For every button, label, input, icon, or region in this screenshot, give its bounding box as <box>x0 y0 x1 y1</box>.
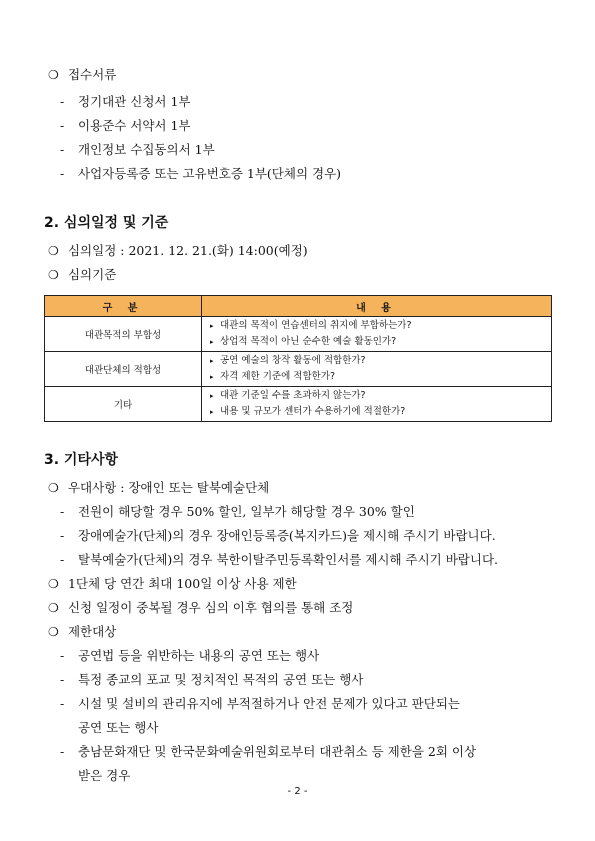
section-2-title: 2. 심의일정 및 기준 <box>44 215 169 231</box>
intro-item-text: 개인정보 수집동의서 1부 <box>78 142 215 157</box>
preferential-text: 우대사항 : 장애인 또는 탈북예술단체 <box>67 480 270 495</box>
circle-bullet-icon: ❍ <box>48 268 59 282</box>
restriction-item-text: 공연법 등을 위반하는 내용의 공연 또는 행사 <box>78 648 320 663</box>
table-row <box>45 387 552 422</box>
header-content: 내 용 <box>202 296 552 317</box>
row-category: 대관목적의 부합성 <box>45 317 202 352</box>
row-item <box>210 334 551 350</box>
preferential-item <box>60 528 496 544</box>
dash-icon: - <box>60 552 65 567</box>
dash-icon: - <box>60 166 65 181</box>
preferential-item-text: 탈북예술가(단체)의 경우 북한이탈주민등록확인서를 제시해 주시기 바랍니다. <box>78 552 498 567</box>
restriction-heading <box>48 624 116 640</box>
page-number: - 2 - <box>287 786 308 797</box>
restriction-item-continuation: 받은 경우 <box>78 768 131 783</box>
circle-bullet-icon: ❍ <box>48 244 59 258</box>
circle-bullet-icon: ❍ <box>48 481 59 495</box>
intro-item-text: 정기대관 신청서 1부 <box>78 94 191 109</box>
circle-bullet-icon: ❍ <box>48 625 59 639</box>
dash-icon: - <box>60 504 65 519</box>
triangle-marker-icon: ▸ <box>210 408 214 416</box>
intro-item <box>60 118 191 134</box>
dash-icon: - <box>60 696 65 711</box>
row-item <box>210 388 551 404</box>
row-item <box>210 318 551 334</box>
section-3-title: 3. 기타사항 <box>44 452 119 468</box>
limit-text: 1단체 당 연간 최대 100일 이상 사용 제한 <box>67 576 297 591</box>
dash-icon: - <box>60 142 65 157</box>
row-item-text: 내용 및 규모가 센터가 수용하기에 적절한가? <box>220 406 406 417</box>
intro-item-text: 사업자등록증 또는 고유번호증 1부(단체의 경우) <box>78 166 342 181</box>
intro-item-text: 이용준수 서약서 1부 <box>78 118 191 133</box>
criteria-title: 심의기준 <box>67 267 117 282</box>
preferential-item <box>60 504 415 520</box>
limit-line <box>48 576 297 592</box>
row-item-text: 대관의 목적이 연습센터의 취지에 부합하는가? <box>220 320 412 331</box>
restriction-item-text: 충남문화재단 및 한국문화예술위원회로부터 대관취소 등 제한을 2회 이상 <box>78 744 477 759</box>
triangle-marker-icon: ▸ <box>210 322 214 330</box>
triangle-marker-icon: ▸ <box>210 357 214 365</box>
restriction-item <box>60 672 363 688</box>
preferential-item-text: 장애예술가(단체)의 경우 장애인등록증(복지카드)을 제시해 주시기 바랍니다. <box>78 528 496 543</box>
overlap-text: 신청 일정이 중복될 경우 심의 이후 협의를 통해 조정 <box>67 600 354 615</box>
circle-bullet-icon: ❍ <box>48 601 59 615</box>
triangle-marker-icon: ▸ <box>210 338 214 346</box>
preferential-item <box>60 552 498 568</box>
preferential-item-text: 전원이 해당할 경우 50% 할인, 일부가 해당할 경우 30% 할인 <box>78 504 415 519</box>
dash-icon: - <box>60 118 65 133</box>
restriction-title: 제한대상 <box>67 624 117 639</box>
restriction-item-text: 특정 종교의 포교 및 정치적인 목적의 공연 또는 행사 <box>78 672 364 687</box>
criteria-heading <box>48 267 116 283</box>
triangle-marker-icon: ▸ <box>210 373 214 381</box>
restriction-item-continuation: 공연 또는 행사 <box>78 720 159 735</box>
dash-icon: - <box>60 672 65 687</box>
dash-icon: - <box>60 744 65 759</box>
row-category: 기타 <box>45 387 202 422</box>
dash-icon: - <box>60 648 65 663</box>
restriction-item <box>60 696 460 712</box>
overlap-line <box>48 600 353 616</box>
dash-icon: - <box>60 528 65 543</box>
row-item-text: 대관 기준일 수를 초과하지 않는가? <box>220 390 366 401</box>
dash-icon: - <box>60 94 65 109</box>
intro-item <box>60 142 215 158</box>
criteria-table <box>44 295 552 422</box>
circle-bullet-icon: ❍ <box>48 68 59 82</box>
row-items <box>202 352 552 387</box>
preferential-line <box>48 480 269 496</box>
restriction-item <box>60 744 476 760</box>
schedule-text: 심의일정 : 2021. 12. 21.(화) 14:00(예정) <box>67 243 308 258</box>
header-category: 구 분 <box>45 296 202 317</box>
row-item-text: 공연 예술의 창작 활동에 적합한가? <box>220 355 366 366</box>
restriction-item-text: 시설 및 설비의 관리유지에 부적절하거나 안전 문제가 있다고 판단되는 <box>78 696 460 711</box>
intro-item <box>60 166 341 182</box>
row-item <box>210 369 551 385</box>
row-items <box>202 387 552 422</box>
table-row <box>45 352 552 387</box>
circle-bullet-icon: ❍ <box>48 577 59 591</box>
row-item-text: 자격 제한 기준에 적합한가? <box>220 371 336 382</box>
row-item <box>210 404 551 420</box>
row-category: 대관단체의 적합성 <box>45 352 202 387</box>
restriction-item <box>60 648 319 664</box>
row-item-text: 상업적 목적이 아닌 순수한 예술 활동인가? <box>220 336 397 347</box>
row-items <box>202 317 552 352</box>
intro-title: 접수서류 <box>67 67 117 82</box>
intro-item <box>60 94 191 110</box>
table-row <box>45 317 552 352</box>
intro-heading <box>48 67 116 83</box>
schedule-line <box>48 243 308 259</box>
table-header-row <box>45 296 552 317</box>
triangle-marker-icon: ▸ <box>210 392 214 400</box>
row-item <box>210 353 551 369</box>
